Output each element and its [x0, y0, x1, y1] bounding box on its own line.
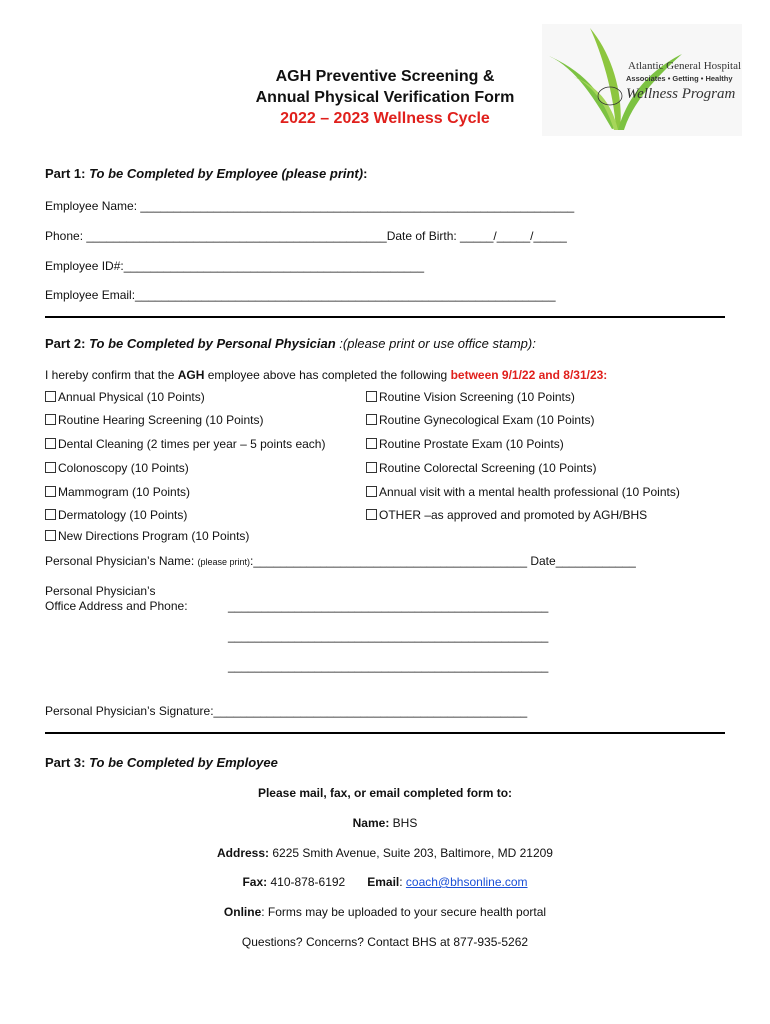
- mail-instructions: Please mail, fax, or email completed form to:: [257, 786, 513, 800]
- checkbox-hearing-screening[interactable]: Routine Hearing Screening (10 Points): [45, 413, 263, 427]
- employee-id-field[interactable]: Employee ID#:_____________________________________________: [45, 259, 425, 273]
- employee-name-field[interactable]: Employee Name: _________________________________________________________________: [45, 199, 575, 213]
- checkbox-icon[interactable]: [45, 530, 56, 541]
- form-title: [200, 66, 570, 129]
- checkbox-icon[interactable]: [366, 486, 377, 497]
- checkbox-icon[interactable]: [45, 462, 56, 473]
- checkbox-dermatology[interactable]: Dermatology (10 Points): [45, 508, 187, 522]
- checkbox-icon[interactable]: [45, 414, 56, 425]
- checkbox-icon[interactable]: [366, 391, 377, 402]
- phone-dob-field[interactable]: Phone: _____________________________________________Date of Birth: _____/_____/_____: [45, 229, 567, 243]
- checkbox-colonoscopy[interactable]: Colonoscopy (10 Points): [45, 461, 189, 475]
- office-label-line-1: Personal Physician’s: [45, 584, 156, 598]
- checkbox-icon[interactable]: [45, 391, 56, 402]
- part1-heading: Part 1: To be Completed by Employee (please print):: [45, 166, 368, 181]
- title-line-3: 2022 – 2023 Wellness Cycle: [280, 110, 490, 127]
- office-address-line-3[interactable]: ________________________________________________: [228, 659, 549, 673]
- checkbox-icon[interactable]: [45, 486, 56, 497]
- title-line-2: Annual Physical Verification Form: [255, 89, 515, 106]
- checkbox-vision-screening[interactable]: Routine Vision Screening (10 Points): [366, 390, 575, 404]
- checkbox-icon[interactable]: [366, 438, 377, 449]
- part3-heading: Part 3: To be Completed by Employee: [45, 755, 278, 770]
- office-label-line-2: Office Address and Phone:: [45, 599, 188, 613]
- checkbox-prostate-exam[interactable]: Routine Prostate Exam (10 Points): [366, 437, 564, 451]
- checkbox-icon[interactable]: [45, 438, 56, 449]
- office-address-line-2[interactable]: ________________________________________________: [228, 629, 549, 643]
- physician-signature-field[interactable]: Personal Physician’s Signature:_______________________________________________: [45, 704, 528, 718]
- fax-email-line: Fax: 410-878-6192 Email: coach@bhsonline.com: [242, 875, 528, 889]
- online-line: Online: Forms may be uploaded to your secure health portal: [223, 905, 547, 919]
- part2-heading: Part 2: To be Completed by Personal Physician :(please print or use office stamp):: [45, 336, 536, 351]
- section-divider: [45, 316, 725, 318]
- checkbox-mammogram[interactable]: Mammogram (10 Points): [45, 485, 190, 499]
- checkbox-icon[interactable]: [366, 462, 377, 473]
- checkbox-gynecological-exam[interactable]: Routine Gynecological Exam (10 Points): [366, 413, 594, 427]
- email-link[interactable]: coach@bhsonline.com: [405, 875, 528, 889]
- logo-line-2: Associates • Getting • Healthy: [626, 74, 733, 83]
- logo-line-3: Wellness Program: [626, 86, 736, 102]
- checkbox-icon[interactable]: [366, 509, 377, 520]
- checkbox-mental-health[interactable]: Annual visit with a mental health professional (10 Points): [366, 485, 680, 499]
- checkbox-icon[interactable]: [366, 414, 377, 425]
- employee-email-field[interactable]: Employee Email:_______________________________________________________________: [45, 288, 556, 302]
- logo-line-1: Atlantic General Hospital: [628, 60, 742, 72]
- confirmation-statement: I hereby confirm that the AGH employee above has completed the following between 9/1/22 and 8/31/23:: [45, 368, 608, 382]
- checkbox-annual-physical[interactable]: Annual Physical (10 Points): [45, 390, 205, 404]
- address-line: Address: 6225 Smith Avenue, Suite 203, Baltimore, MD 21209: [217, 846, 553, 860]
- checkbox-colorectal-screening[interactable]: Routine Colorectal Screening (10 Points): [366, 461, 596, 475]
- checkbox-other[interactable]: OTHER –as approved and promoted by AGH/BHS: [366, 508, 647, 522]
- section-divider: [45, 732, 725, 734]
- agh-wellness-logo: [542, 24, 742, 136]
- questions-line: Questions? Concerns? Contact BHS at 877-935-5262: [241, 935, 529, 949]
- office-address-line-1[interactable]: ________________________________________________: [228, 599, 549, 613]
- physician-name-field[interactable]: Personal Physician’s Name: (please print):_________________________________________ Date____________: [45, 554, 636, 568]
- checkbox-dental-cleaning[interactable]: Dental Cleaning (2 times per year – 5 points each): [45, 437, 325, 451]
- title-line-1: AGH Preventive Screening &: [275, 68, 495, 85]
- checkbox-new-directions[interactable]: New Directions Program (10 Points): [45, 529, 249, 543]
- name-line: Name: BHS: [352, 816, 418, 830]
- checkbox-icon[interactable]: [45, 509, 56, 520]
